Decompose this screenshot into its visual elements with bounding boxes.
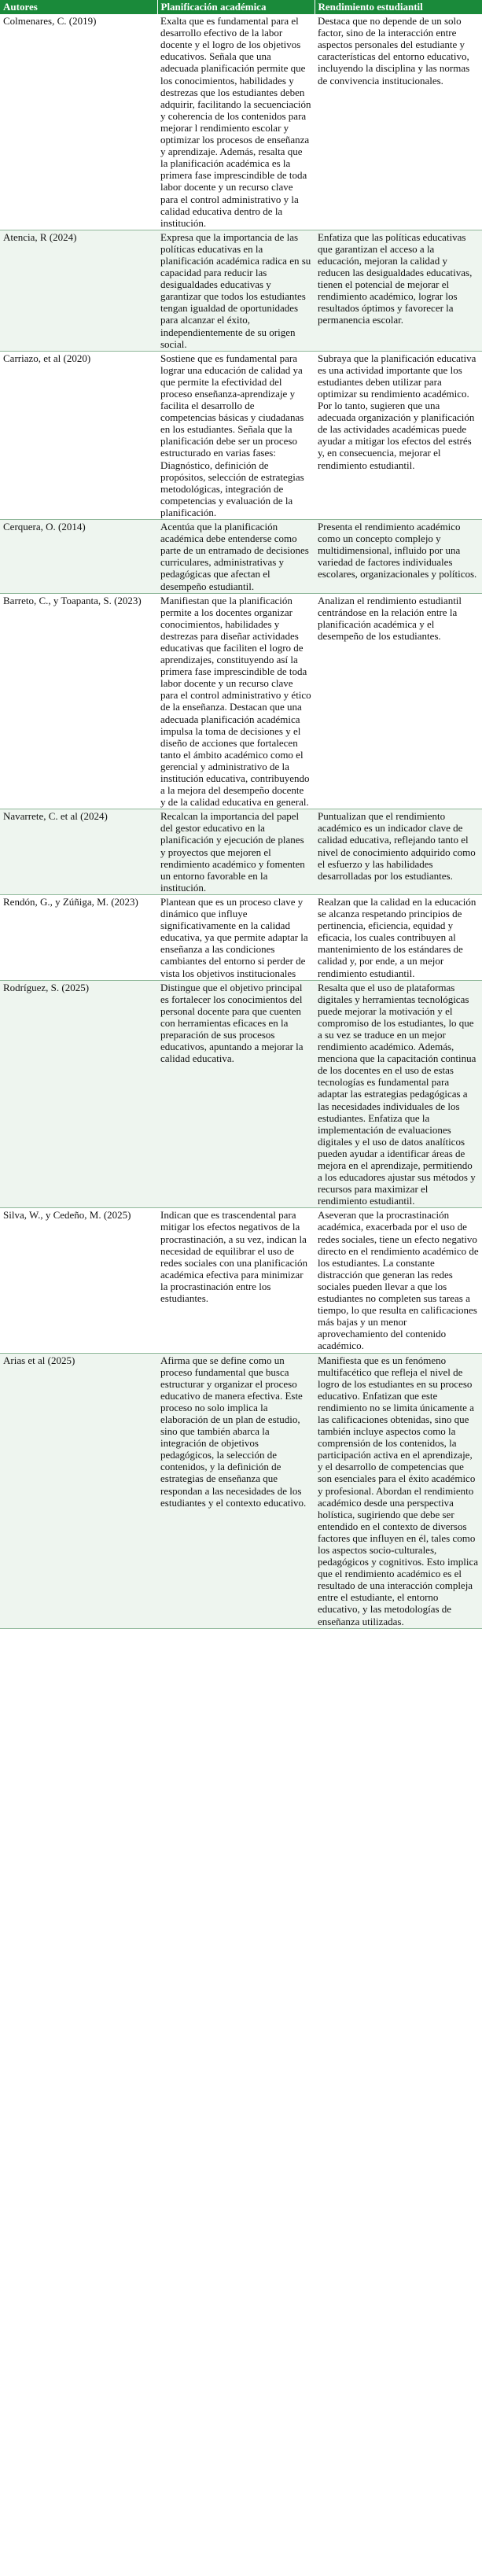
performance-cell: Aseveran que la procrastinación académica, exacerbada por el uso de redes sociales, tiene un efecto negativo directo en el rendimiento académico de los estudiantes. La constante distracción que generan las redes sociales pueden llevar a que los estudiantes no completen sus tareas a tiempo, lo que resulta en calificaciones más bajas y un menor aprovechamiento del contenido académico. [315,1208,482,1353]
performance-cell: Enfatiza que las políticas educativas que garantizan el acceso a la educación, mejoran la calidad y reducen las desigualdades educativas, tienen el potencial de mejorar el rendimiento académico, lograr los resultados óptimos y favorecer la permanencia escolar. [315,230,482,351]
header-planning: Planificación académica [157,0,315,14]
author-cell: Colmenares, C. (2019) [0,14,157,230]
author-cell: Rodríguez, S. (2025) [0,980,157,1208]
table-row [0,593,482,809]
performance-cell: Subraya que la planificación educativa es una actividad importante que los estudiantes deben utilizar para optimizar su rendimiento académico. Por lo tanto, sugieren que una adecuada organización y planificación de las actividades académicas puede ayudar a mitigar los efectos del estrés y, en consecuencia, mejorar el rendimiento estudiantil. [315,351,482,519]
planning-cell: Sostiene que es fundamental para lograr una educación de calidad ya que permite la efectividad del proceso enseñanza-aprendizaje y facilita el desarrollo de competencias básicas y ciudadanas en los estudiantes. Señala que la planificación debe ser un proceso estructurado en varias fases: Diagnóstico, definición de propósitos, selección de estrategias metodológicas, integración de competencias y evaluación de la planificación. [157,351,315,519]
header-authors: Autores [0,0,157,14]
author-cell: Navarrete, C. et al (2024) [0,809,157,895]
performance-cell: Puntualizan que el rendimiento académico es un indicador clave de calidad educativa, reflejando tanto el nivel de conocimiento adquirido como el esfuerzo y las habilidades desarrolladas por los estudiantes. [315,809,482,895]
author-cell: Atencia, R (2024) [0,230,157,351]
planning-cell: Indican que es trascendental para mitigar los efectos negativos de la procrastinación, a su vez, indican la necesidad de equilibrar el uso de redes sociales con una planificación académica efectiva para minimizar la procrastinación entre los estudiantes. [157,1208,315,1353]
planning-cell: Distingue que el objetivo principal es fortalecer los conocimientos del personal docente para que cuenten con herramientas eficaces en la preparación de sus procesos educativos, apuntando a mejorar la calidad educativa. [157,980,315,1208]
planning-cell: Afirma que se define como un proceso fundamental que busca estructurar y organizar el proceso educativo de manera efectiva. Este proceso no solo implica la elaboración de un plan de estudio, sino que también abarca la integración de objetivos pedagógicos, la selección de contenidos, y la definición de estrategias de enseñanza que respondan a las necesidades de los estudiantes y el contexto educativo. [157,1353,315,1628]
author-cell: Barreto, C., y Toapanta, S. (2023) [0,593,157,809]
table-header-row [0,0,482,14]
performance-cell: Resalta que el uso de plataformas digitales y herramientas tecnológicas puede mejorar la motivación y el compromiso de los estudiantes, lo que a su vez se traduce en un mejor rendimiento académico. Además, menciona que la capacitación continua de los docentes en el uso de estas tecnologías es fundamental para adaptar las estrategias pedagógicas a las necesidades individuales de los estudiantes. Enfatiza que la implementación de evaluaciones digitales y el uso de datos analíticos pueden ayudar a identificar áreas de mejora en el aprendizaje, permitiendo a los educadores ajustar sus métodos y recursos para maximizar el rendimiento estudiantil. [315,980,482,1208]
performance-cell: Realzan que la calidad en la educación se alcanza respetando principios de pertinencia, eficiencia, equidad y eficacia, los cuales contribuyen al mantenimiento de los estándares de calidad y, por ende, a un mejor rendimiento estudiantil. [315,894,482,980]
header-performance: Rendimiento estudiantil [315,0,482,14]
planning-cell: Manifiestan que la planificación permite a los docentes organizar conocimientos, habilidades y destrezas para diseñar actividades educativas que faciliten el logro de aprendizajes, constituyendo así la primera fase imprescindible de toda labor docente y un recurso clave para el control administrativo y ético de la enseñanza. Destacan que una adecuada planificación académica impulsa la toma de decisiones y el diseño de acciones que fortalecen tanto el ámbito académico como el gerencial y administrativo de la institución educativa, contribuyendo a la mejora del desempeño docente y de la calidad educativa en general. [157,593,315,809]
table-row [0,894,482,980]
table-row [0,351,482,519]
performance-cell: Presenta el rendimiento académico como un concepto complejo y multidimensional, influido por una variedad de factores individuales escolares, organizacionales y políticos. [315,520,482,594]
table-row [0,1353,482,1628]
performance-cell: Analizan el rendimiento estudiantil centrándose en la relación entre la planificación académica y el desempeño de los estudiantes. [315,593,482,809]
table-row [0,520,482,594]
table-row [0,809,482,895]
planning-cell: Acentúa que la planificación académica debe entenderse como parte de un entramado de decisiones curriculares, administrativas y pedagógicas que afectan el desempeño estudiantil. [157,520,315,594]
planning-cell: Expresa que la importancia de las políticas educativas en la planificación académica radica en su capacidad para reducir las desigualdades educativas y garantizar que todos los estudiantes tengan igualdad de oportunidades para alcanzar el éxito, independientemente de su origen social. [157,230,315,351]
performance-cell: Manifiesta que es un fenómeno multifacético que refleja el nivel de logro de los estudiantes en su proceso educativo. Enfatizan que este rendimiento no se limita únicamente a las calificaciones obtenidas, sino que también incluye aspectos como la comprensión de los contenidos, la participación activa en el aprendizaje, y el desarrollo de competencias que son esenciales para el éxito académico y profesional. Abordan el rendimiento académico desde una perspectiva holística, sugiriendo que debe ser entendido en el contexto de diversos factores que influyen en él, tales como los aspectos socio-culturales, pedagógicos y cognitivos. Esto implica que el rendimiento académico es el resultado de una interacción compleja entre el estudiante, el entorno educativo, y las metodologías de enseñanza utilizadas. [315,1353,482,1628]
planning-cell: Plantean que es un proceso clave y dinámico que influye significativamente en la calidad educativa, ya que permite adaptar la enseñanza a las condiciones cambiantes del entorno si perder de vista los objetivos institucionales [157,894,315,980]
table-row [0,14,482,230]
author-cell: Silva, W., y Cedeño, M. (2025) [0,1208,157,1353]
table-row [0,1208,482,1353]
author-cell: Cerquera, O. (2014) [0,520,157,594]
performance-cell: Destaca que no depende de un solo factor, sino de la interacción entre aspectos personales del estudiante y características del entorno educativo, incluyendo la disciplina y las normas de convivencia institucionales. [315,14,482,230]
author-cell: Arias et al (2025) [0,1353,157,1628]
table-row [0,230,482,351]
planning-cell: Recalcan la importancia del papel del gestor educativo en la planificación y ejecución de planes y proyectos que mejoren el rendimiento académico y fomenten un entorno favorable en la institución. [157,809,315,895]
table-row [0,980,482,1208]
author-cell: Rendón, G., y Zúñiga, M. (2023) [0,894,157,980]
planning-cell: Exalta que es fundamental para el desarrollo efectivo de la labor docente y el logro de los objetivos educativos. Señala que una adecuada planificación permite que los conocimientos, habilidades y destrezas que los estudiantes deben adquirir, facilitando la secuenciación y coherencia de los contenidos para mejorar l rendimiento escolar y optimizar los procesos de enseñanza y aprendizaje. Además, resalta que la planificación académica es la primera fase imprescindible de toda labor docente y un recurso clave para el control administrativo y la calidad educativa dentro de la institución. [157,14,315,230]
author-cell: Carriazo, et al (2020) [0,351,157,519]
